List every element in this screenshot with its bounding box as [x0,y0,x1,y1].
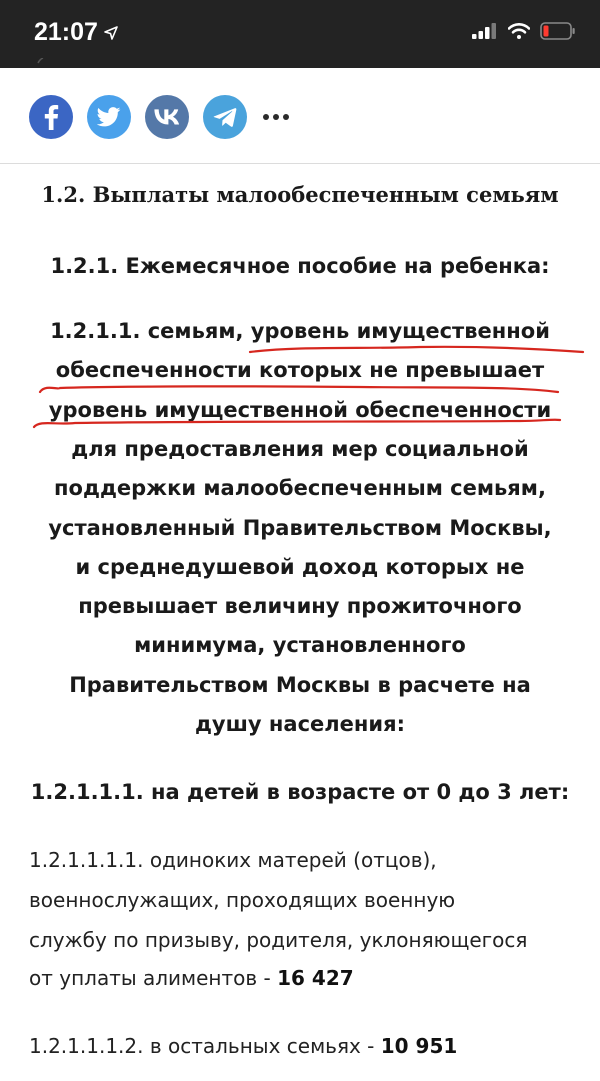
item-text: от уплаты алиментов - [29,966,278,990]
item-line: военнослужащих, проходящих военную [29,888,456,912]
dot [283,114,289,120]
facebook-share-button[interactable] [29,95,73,139]
criteria-line: превышает величину прожиточного [78,594,522,619]
battery-low-icon [540,22,576,40]
amount-value: 10 951 [380,1034,458,1058]
wifi-icon [508,23,530,39]
vk-icon [154,109,180,125]
criteria-line: установленный Правительством Москвы, [48,515,552,540]
criteria-line: 1.2.1.1. семьям, уровень имущественной [50,319,550,343]
status-time [34,18,118,47]
amount-value: 16 427 [277,966,354,990]
facebook-icon [41,104,61,130]
criteria-line: обеспеченности которых не превышает [55,358,545,383]
status-bar [0,0,600,68]
twitter-icon [97,107,121,127]
criteria-line: уровень имущественной обеспеченности [48,397,552,422]
criteria-line: для предоставления мер социальной [71,436,529,461]
item-line [29,958,589,998]
criteria-line: поддержки малообеспеченным семьям, [54,476,546,501]
paper-plane-icon [213,107,237,127]
vk-share-button[interactable] [145,95,189,139]
section-title: 1.2. Выплаты малообеспеченным семьям [41,182,559,207]
divider [0,163,600,164]
scrolled-text-remnant [37,58,45,64]
more-dots-icon[interactable] [263,95,299,139]
criteria-line: душу населения: [194,712,406,736]
status-time-text: 21:07 [34,18,98,46]
criteria-line: минимума, установленного [134,633,466,658]
status-icons [472,22,576,40]
criteria-line: Правительством Москвы в расчете на [69,672,531,697]
item-line: 1.2.1.1.1.1. одиноких матерей (отцов), [29,848,437,872]
twitter-share-button[interactable] [87,95,131,139]
item-line: службу по призыву, родителя, уклоняющегося [29,928,528,952]
item-line [29,1026,589,1066]
criteria-line: и среднедушевой доход которых не [75,554,525,579]
age-group-title: 1.2.1.1.1. на детей в возрасте от 0 до 3 лет: [30,780,570,804]
cellular-signal-icon [472,23,498,39]
share-bar [29,95,299,139]
item-text: 1.2.1.1.1.2. в остальных семьях - [29,1034,381,1058]
subsection-title: 1.2.1. Ежемесячное пособие на ребенка: [50,254,550,278]
location-arrow-icon [104,26,118,40]
dot [273,114,279,120]
dot [263,114,269,120]
telegram-share-button[interactable] [203,95,247,139]
